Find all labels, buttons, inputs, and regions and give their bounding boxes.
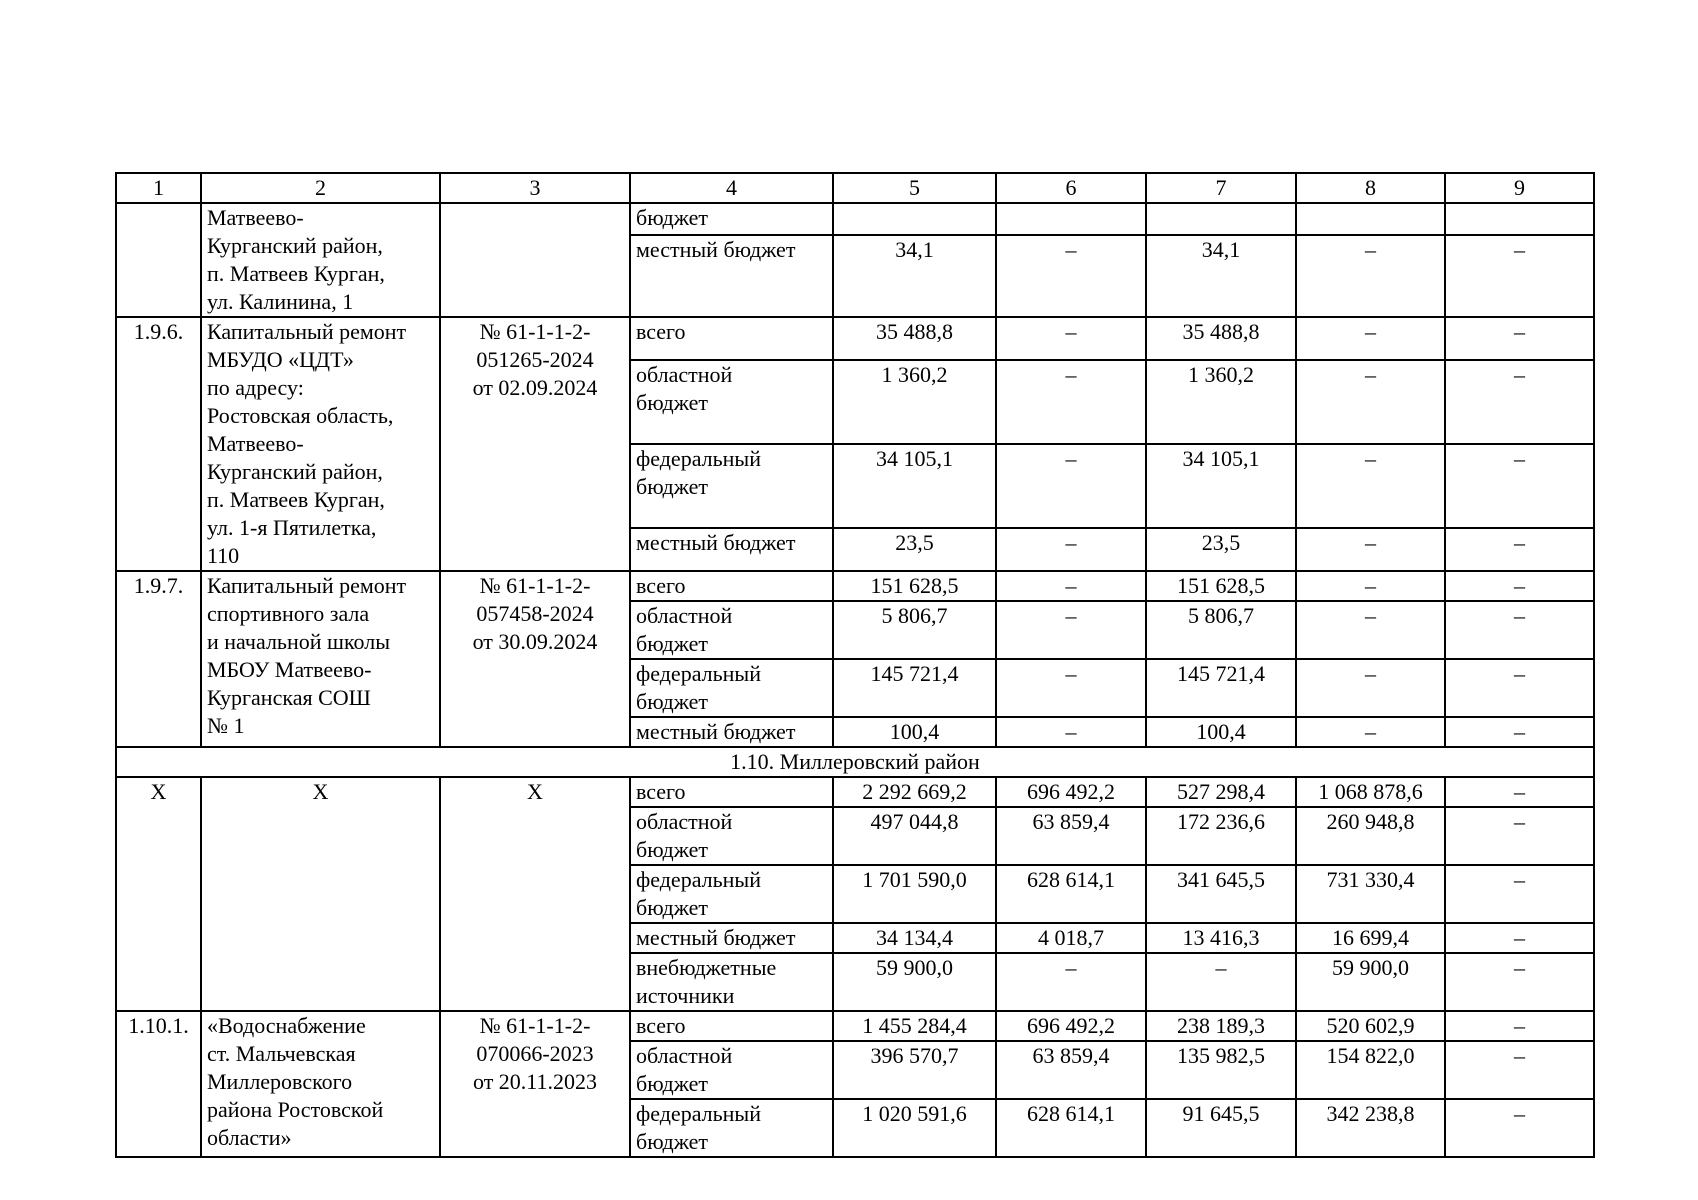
value-cell: – [1445,601,1594,659]
value-cell: – [1445,659,1594,717]
source-cell: областной бюджет [630,601,833,659]
value-cell: 135 982,5 [1146,1041,1296,1099]
object-name: «Водоснабжение ст. Мальчевская Миллеровского района Ростовской области» [201,1011,440,1157]
value-cell: 151 628,5 [833,571,996,601]
value-cell [1296,203,1445,235]
value-cell: – [996,601,1146,659]
value-cell: 396 570,7 [833,1041,996,1099]
value-cell: – [996,317,1146,360]
object-name: Капитальный ремонт МБУДО «ЦДТ» по адресу: Ростовская область, Матвеево- Курганский район, п. Матвеев Курган, ул. 1-я Пятилетка, 110 [201,317,440,571]
value-cell: 16 699,4 [1296,923,1445,953]
value-cell: – [1296,444,1445,528]
value-cell: – [1296,235,1445,317]
header-cell: 7 [1146,173,1296,203]
value-cell: 91 645,5 [1146,1099,1296,1157]
value-cell: 731 330,4 [1296,865,1445,923]
value-cell: – [1445,923,1594,953]
value-cell: – [1445,317,1594,360]
value-cell: 23,5 [1146,528,1296,571]
value-cell: 1 360,2 [1146,360,1296,444]
value-cell: 1 701 590,0 [833,865,996,923]
header-cell: 6 [996,173,1146,203]
value-cell: 342 238,8 [1296,1099,1445,1157]
value-cell: 154 822,0 [1296,1041,1445,1099]
value-cell: 35 488,8 [833,317,996,360]
source-cell: всего [630,1011,833,1041]
value-cell: – [996,659,1146,717]
value-cell: 13 416,3 [1146,923,1296,953]
value-cell: – [1296,317,1445,360]
value-cell [996,203,1146,235]
value-cell: 520 602,9 [1296,1011,1445,1041]
source-cell: внебюджетные источники [630,953,833,1011]
carry-row [116,203,1594,235]
value-cell: 527 298,4 [1146,777,1296,807]
value-cell: 35 488,8 [1146,317,1296,360]
source-cell: бюджет [630,203,833,235]
carry-address: Матвеево- Курганский район, п. Матвеев Курган, ул. Калинина, 1 [201,203,440,317]
value-cell: 260 948,8 [1296,807,1445,865]
source-cell: областной бюджет [630,1041,833,1099]
value-cell: 59 900,0 [1296,953,1445,1011]
value-cell: – [996,360,1146,444]
value-cell: – [1445,777,1594,807]
value-cell: – [996,444,1146,528]
value-cell: – [1296,601,1445,659]
source-cell: федеральный бюджет [630,865,833,923]
value-cell: 1 455 284,4 [833,1011,996,1041]
value-cell: – [996,528,1146,571]
source-cell: областной бюджет [630,807,833,865]
value-cell: 1 360,2 [833,360,996,444]
carry-num-cell [116,203,201,317]
header-cell: 1 [116,173,201,203]
value-cell: – [1296,571,1445,601]
value-cell: 1 020 591,6 [833,1099,996,1157]
source-cell: федеральный бюджет [630,444,833,528]
value-cell [1445,203,1594,235]
value-cell: 4 018,7 [996,923,1146,953]
value-cell: – [1445,444,1594,528]
value-cell [1146,203,1296,235]
value-cell: – [1445,865,1594,923]
source-cell: местный бюджет [630,923,833,953]
value-cell: – [1445,717,1594,747]
value-cell: – [1146,953,1296,1011]
section-row [116,747,1594,777]
value-cell: 100,4 [1146,717,1296,747]
value-cell: – [1445,235,1594,317]
value-cell: – [1296,528,1445,571]
object-number: 1.9.7. [116,571,201,747]
value-cell: – [1445,571,1594,601]
value-cell: 1 068 878,6 [1296,777,1445,807]
value-cell: – [996,571,1146,601]
value-cell: 238 189,3 [1146,1011,1296,1041]
value-cell: 497 044,8 [833,807,996,865]
value-cell: 34,1 [833,235,996,317]
object-number: 1.10.1. [116,1011,201,1157]
value-cell: 63 859,4 [996,807,1146,865]
value-cell: 34 105,1 [833,444,996,528]
value-cell: 34 134,4 [833,923,996,953]
table-row [116,317,1594,360]
value-cell: – [1445,953,1594,1011]
header-cell: 2 [201,173,440,203]
value-cell: 172 236,6 [1146,807,1296,865]
value-cell: 145 721,4 [1146,659,1296,717]
value-cell: 5 806,7 [833,601,996,659]
section-name: X [201,777,440,1011]
value-cell: 341 645,5 [1146,865,1296,923]
value-cell: – [1296,717,1445,747]
value-cell: – [1296,659,1445,717]
header-cell: 3 [440,173,630,203]
object-document: № 61-1-1-2- 051265-2024 от 02.09.2024 [440,317,630,571]
source-cell: федеральный бюджет [630,1099,833,1157]
value-cell: 696 492,2 [996,1011,1146,1041]
value-cell: – [1445,1041,1594,1099]
header-row [116,173,1594,203]
source-cell: местный бюджет [630,717,833,747]
value-cell: 145 721,4 [833,659,996,717]
header-cell: 9 [1445,173,1594,203]
table-row [116,1011,1594,1041]
source-cell: местный бюджет [630,528,833,571]
source-cell: всего [630,317,833,360]
value-cell: – [1296,360,1445,444]
table-row [116,571,1594,601]
source-cell: федеральный бюджет [630,659,833,717]
value-cell: 23,5 [833,528,996,571]
value-cell: – [1445,528,1594,571]
value-cell: 151 628,5 [1146,571,1296,601]
source-cell: областной бюджет [630,360,833,444]
value-cell: – [1445,1011,1594,1041]
object-document: № 61-1-1-2- 057458-2024 от 30.09.2024 [440,571,630,747]
value-cell [833,203,996,235]
value-cell: 34 105,1 [1146,444,1296,528]
value-cell: – [1445,1099,1594,1157]
value-cell: 628 614,1 [996,1099,1146,1157]
value-cell: – [1445,807,1594,865]
value-cell: – [996,953,1146,1011]
source-cell: местный бюджет [630,235,833,317]
object-document: № 61-1-1-2- 070066-2023 от 20.11.2023 [440,1011,630,1157]
value-cell: 59 900,0 [833,953,996,1011]
table-row [116,777,1594,807]
value-cell: – [996,235,1146,317]
value-cell: 34,1 [1146,235,1296,317]
value-cell: – [996,717,1146,747]
value-cell: 628 614,1 [996,865,1146,923]
object-number: 1.9.6. [116,317,201,571]
source-cell: всего [630,777,833,807]
section-number: X [116,777,201,1011]
section-title: 1.10. Миллеровский район [116,747,1594,777]
budget-table [115,172,1595,1158]
value-cell: 63 859,4 [996,1041,1146,1099]
header-cell: 5 [833,173,996,203]
value-cell: 2 292 669,2 [833,777,996,807]
value-cell: – [1445,360,1594,444]
object-name: Капитальный ремонт спортивного зала и начальной школы МБОУ Матвеево- Курганская СОШ № 1 [201,571,440,747]
source-cell: всего [630,571,833,601]
value-cell: 696 492,2 [996,777,1146,807]
header-cell: 8 [1296,173,1445,203]
value-cell: 100,4 [833,717,996,747]
header-cell: 4 [630,173,833,203]
value-cell: 5 806,7 [1146,601,1296,659]
section-document: X [440,777,630,1011]
carry-doc-cell [440,203,630,317]
